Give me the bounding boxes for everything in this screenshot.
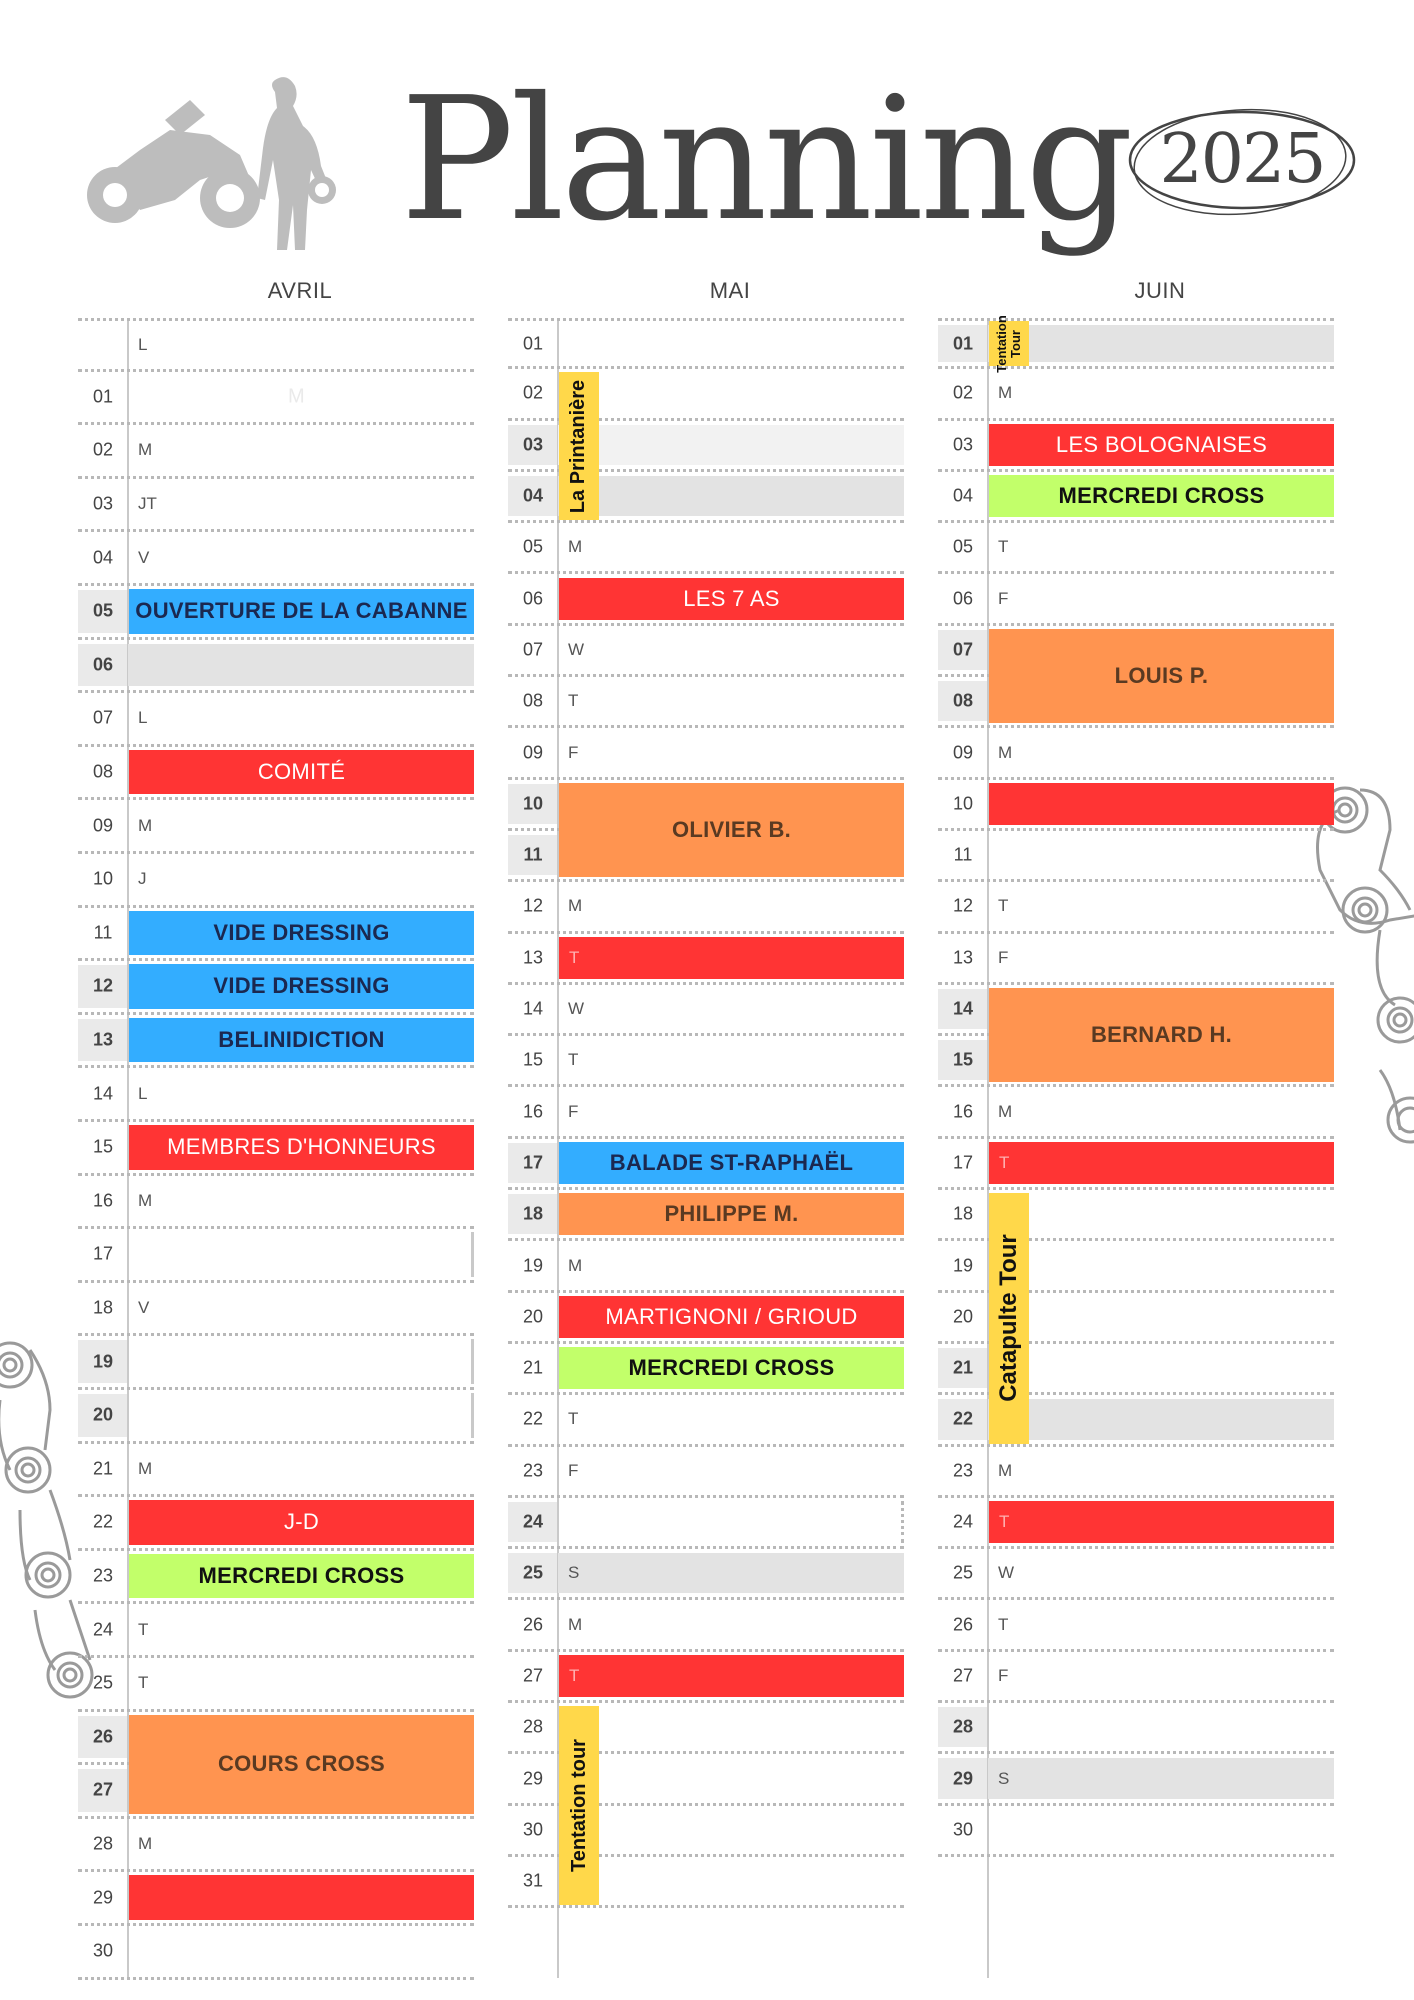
day-row bbox=[78, 1444, 474, 1498]
day-number: 09 bbox=[952, 742, 974, 763]
day-row bbox=[78, 1497, 474, 1551]
day-letter: S bbox=[568, 1563, 580, 1583]
day-row bbox=[938, 575, 1334, 626]
day-number: 12 bbox=[92, 975, 114, 996]
day-number: 15 bbox=[92, 1136, 114, 1157]
event-block[interactable] bbox=[989, 1501, 1334, 1543]
day-number: 03 bbox=[952, 434, 974, 455]
event-banner-label: La Printanière bbox=[567, 379, 590, 513]
day-number: 18 bbox=[92, 1297, 114, 1318]
day-number: 24 bbox=[952, 1511, 974, 1532]
day-number: 23 bbox=[952, 1460, 974, 1481]
day-number: 04 bbox=[952, 485, 974, 506]
day-number: 19 bbox=[92, 1351, 114, 1372]
event-title: J-D bbox=[283, 1509, 320, 1535]
day-row bbox=[938, 1703, 1334, 1754]
event-title: COMITÉ bbox=[257, 759, 346, 785]
day-number: 05 bbox=[92, 600, 114, 621]
day-number: 16 bbox=[522, 1101, 544, 1122]
event-block[interactable] bbox=[989, 475, 1334, 517]
event-block[interactable] bbox=[129, 911, 474, 956]
day-number: 12 bbox=[522, 895, 544, 916]
day-row bbox=[78, 1926, 474, 1980]
day-number: 05 bbox=[952, 536, 974, 557]
day-number: 26 bbox=[92, 1726, 114, 1747]
event-banner[interactable] bbox=[559, 372, 599, 520]
day-number: 26 bbox=[952, 1614, 974, 1635]
day-row bbox=[78, 640, 474, 694]
day-letter: T bbox=[568, 691, 579, 711]
day-number: 15 bbox=[522, 1049, 544, 1070]
day-letter: F bbox=[568, 1101, 579, 1121]
day-number: 07 bbox=[522, 639, 544, 660]
day-letter: V bbox=[138, 547, 150, 567]
event-block[interactable] bbox=[129, 1125, 474, 1170]
day-letter: F bbox=[998, 588, 1009, 608]
event-title: VIDE DRESSING bbox=[213, 973, 390, 999]
day-row bbox=[938, 934, 1334, 985]
day-number: 29 bbox=[522, 1768, 544, 1789]
day-letter: V bbox=[138, 1298, 150, 1318]
day-row bbox=[938, 1549, 1334, 1600]
day-letter: J bbox=[138, 869, 147, 889]
day-row bbox=[508, 934, 904, 985]
day-letter: W bbox=[568, 999, 585, 1019]
day-row bbox=[938, 1088, 1334, 1139]
day-number: 04 bbox=[522, 485, 544, 506]
day-row bbox=[508, 318, 904, 369]
event-block[interactable] bbox=[129, 1018, 474, 1063]
day-row bbox=[938, 1652, 1334, 1703]
day-number: 27 bbox=[522, 1665, 544, 1686]
day-number: 20 bbox=[92, 1404, 114, 1425]
day-number: 20 bbox=[952, 1306, 974, 1327]
day-letter: T bbox=[569, 947, 580, 967]
day-row bbox=[78, 1658, 474, 1712]
day-number: 23 bbox=[92, 1565, 114, 1586]
event-block[interactable] bbox=[989, 988, 1334, 1083]
day-row bbox=[508, 1344, 904, 1395]
event-title: BERNARD H. bbox=[1090, 1022, 1233, 1048]
day-letter: M bbox=[568, 1255, 583, 1275]
day-row bbox=[78, 800, 474, 854]
day-letter: L bbox=[138, 708, 148, 728]
day-letter: T bbox=[998, 537, 1009, 557]
day-number: 25 bbox=[522, 1562, 544, 1583]
day-number: 02 bbox=[522, 382, 544, 403]
weekend-shade bbox=[558, 476, 904, 516]
day-number: 28 bbox=[92, 1833, 114, 1854]
day-number: 10 bbox=[952, 793, 974, 814]
day-number: 13 bbox=[92, 1029, 114, 1050]
day-row bbox=[78, 693, 474, 747]
day-row bbox=[78, 1712, 474, 1777]
day-row bbox=[938, 472, 1334, 523]
day-row bbox=[938, 1754, 1334, 1805]
event-block[interactable] bbox=[129, 1500, 474, 1545]
day-row bbox=[938, 1139, 1334, 1190]
day-number: 21 bbox=[522, 1357, 544, 1378]
day-number: 26 bbox=[522, 1614, 544, 1635]
event-block[interactable] bbox=[989, 1142, 1334, 1184]
day-row bbox=[508, 626, 904, 677]
day-letter: M bbox=[998, 383, 1013, 403]
event-block[interactable] bbox=[559, 1142, 904, 1184]
day-number: 20 bbox=[522, 1306, 544, 1327]
day-number: 03 bbox=[92, 493, 114, 514]
day-number: 12 bbox=[952, 895, 974, 916]
day-number: 18 bbox=[952, 1203, 974, 1224]
day-row bbox=[938, 1601, 1334, 1652]
day-number: 13 bbox=[522, 947, 544, 968]
empty-event-slot[interactable] bbox=[129, 1339, 474, 1384]
event-banner[interactable] bbox=[559, 1706, 599, 1905]
empty-event-slot[interactable] bbox=[129, 1393, 474, 1438]
event-banner[interactable] bbox=[989, 314, 1029, 373]
day-row bbox=[938, 985, 1334, 1048]
event-block[interactable] bbox=[559, 1296, 904, 1338]
event-block[interactable] bbox=[129, 964, 474, 1009]
day-row bbox=[938, 882, 1334, 933]
day-letter: F bbox=[998, 947, 1009, 967]
day-row bbox=[78, 1819, 474, 1873]
day-number: 21 bbox=[952, 1357, 974, 1378]
day-row bbox=[78, 908, 474, 962]
day-letter: T bbox=[998, 896, 1009, 916]
event-block[interactable] bbox=[559, 1193, 904, 1235]
day-number: 07 bbox=[952, 639, 974, 660]
page-title: Planning bbox=[400, 61, 1130, 259]
day-row bbox=[508, 1088, 904, 1139]
event-title: LOUIS P. bbox=[1114, 663, 1209, 689]
event-block[interactable] bbox=[129, 750, 474, 795]
day-number: 22 bbox=[92, 1511, 114, 1532]
day-number: 05 bbox=[522, 536, 544, 557]
day-number: 08 bbox=[522, 690, 544, 711]
day-row bbox=[78, 425, 474, 479]
event-block[interactable] bbox=[129, 1875, 474, 1920]
day-number: 16 bbox=[92, 1190, 114, 1211]
day-number: 18 bbox=[522, 1203, 544, 1224]
day-letter: M bbox=[138, 815, 153, 835]
day-row bbox=[78, 532, 474, 586]
day-number: 09 bbox=[522, 742, 544, 763]
day-number: 23 bbox=[522, 1460, 544, 1481]
day-row bbox=[938, 626, 1334, 689]
event-title: COURS CROSS bbox=[217, 1751, 386, 1777]
event-banner-label: Tentation Tour bbox=[994, 314, 1023, 373]
day-number: 24 bbox=[92, 1619, 114, 1640]
day-number: 09 bbox=[92, 815, 114, 836]
day-row bbox=[508, 780, 904, 842]
weekend-shade bbox=[988, 1399, 1334, 1439]
day-row bbox=[508, 1139, 904, 1190]
day-row bbox=[78, 1551, 474, 1605]
day-row bbox=[508, 1241, 904, 1292]
day-row bbox=[78, 1336, 474, 1390]
day-row bbox=[938, 523, 1334, 574]
event-block[interactable] bbox=[989, 783, 1334, 825]
day-row bbox=[78, 854, 474, 908]
month-header-mai: MAI bbox=[709, 278, 751, 303]
day-row bbox=[508, 1498, 904, 1549]
biker-illustration bbox=[80, 60, 360, 270]
day-number: 24 bbox=[522, 1511, 544, 1532]
event-title: PHILIPPE M. bbox=[664, 1201, 799, 1227]
month-column-juin bbox=[938, 314, 1338, 1978]
event-title: MERCREDI CROSS bbox=[1058, 483, 1265, 509]
day-number: 04 bbox=[92, 547, 114, 568]
day-number: 11 bbox=[953, 844, 973, 865]
day-row bbox=[78, 479, 474, 533]
day-number: 31 bbox=[522, 1870, 544, 1891]
day-number: 17 bbox=[952, 1152, 974, 1173]
month-header-avril: AVRIL bbox=[267, 278, 333, 303]
day-number: 14 bbox=[522, 998, 544, 1019]
weekend-shade bbox=[128, 644, 474, 687]
year-label: 2025 bbox=[1159, 120, 1325, 199]
day-letter: W bbox=[568, 639, 585, 659]
day-row bbox=[78, 1176, 474, 1230]
day-number: 29 bbox=[952, 1768, 974, 1789]
day-letter: T bbox=[569, 1665, 580, 1685]
day-row bbox=[508, 1395, 904, 1446]
event-block[interactable] bbox=[129, 589, 474, 634]
day-row bbox=[508, 1190, 904, 1241]
day-row bbox=[938, 728, 1334, 779]
day-number: 28 bbox=[952, 1716, 974, 1737]
event-title: MARTIGNONI / GRIOUD bbox=[605, 1303, 858, 1329]
event-block[interactable] bbox=[129, 1715, 474, 1814]
day-number: 06 bbox=[92, 654, 114, 675]
day-row bbox=[508, 575, 904, 626]
day-row bbox=[78, 372, 474, 426]
day-row bbox=[938, 831, 1334, 882]
day-number: 17 bbox=[92, 1243, 114, 1264]
day-letter: M bbox=[568, 537, 583, 557]
day-number: 15 bbox=[952, 1049, 974, 1070]
day-row bbox=[508, 882, 904, 933]
weekend-shade bbox=[988, 1758, 1334, 1798]
day-number: 14 bbox=[952, 998, 974, 1019]
event-banner-label: Catapulte Tour bbox=[995, 1234, 1022, 1403]
day-number: 02 bbox=[92, 439, 114, 460]
event-block[interactable] bbox=[989, 629, 1334, 724]
day-number: 30 bbox=[522, 1819, 544, 1840]
event-block[interactable] bbox=[559, 578, 904, 620]
event-block[interactable] bbox=[559, 783, 904, 878]
day-letter: M bbox=[138, 1190, 153, 1210]
day-number: 06 bbox=[522, 588, 544, 609]
empty-event-slot[interactable] bbox=[129, 1232, 474, 1277]
day-number: 10 bbox=[522, 793, 544, 814]
event-block[interactable] bbox=[559, 1347, 904, 1389]
day-letter: T bbox=[999, 1152, 1010, 1172]
day-number: 30 bbox=[92, 1940, 114, 1961]
weekend-shade bbox=[988, 325, 1334, 362]
day-letter-faded: M bbox=[288, 385, 305, 408]
day-row bbox=[78, 1390, 474, 1444]
day-number: 03 bbox=[522, 434, 544, 455]
day-row bbox=[508, 677, 904, 728]
day-row bbox=[938, 1447, 1334, 1498]
day-row bbox=[938, 421, 1334, 472]
day-number: 28 bbox=[522, 1716, 544, 1737]
event-title: MERCREDI CROSS bbox=[628, 1355, 835, 1381]
event-title: MEMBRES D'HONNEURS bbox=[167, 1134, 436, 1160]
event-block[interactable] bbox=[989, 424, 1334, 466]
day-letter: S bbox=[998, 1768, 1010, 1788]
day-row bbox=[78, 586, 474, 640]
event-block[interactable] bbox=[559, 1655, 904, 1697]
day-row bbox=[938, 1806, 1334, 1857]
day-row bbox=[508, 1549, 904, 1600]
day-number: 08 bbox=[952, 690, 974, 711]
day-letter: M bbox=[138, 440, 153, 460]
day-row bbox=[78, 1015, 474, 1069]
day-letter: M bbox=[138, 1458, 153, 1478]
day-row bbox=[508, 523, 904, 574]
day-number: 02 bbox=[952, 382, 974, 403]
day-row bbox=[508, 1036, 904, 1087]
event-banner[interactable] bbox=[989, 1193, 1029, 1444]
event-title: MERCREDI CROSS bbox=[198, 1563, 405, 1589]
day-letter: M bbox=[998, 1460, 1013, 1480]
day-row bbox=[938, 369, 1334, 420]
event-banner-label: Tentation tour bbox=[567, 1739, 590, 1873]
day-letter: L bbox=[138, 1083, 148, 1103]
day-row bbox=[938, 1498, 1334, 1549]
day-number: 30 bbox=[952, 1819, 974, 1840]
day-number: 25 bbox=[92, 1672, 114, 1693]
day-row bbox=[508, 1652, 904, 1703]
day-row bbox=[78, 1283, 474, 1337]
month-column-mai bbox=[508, 318, 908, 1978]
day-letter: M bbox=[568, 896, 583, 916]
day-row bbox=[508, 1601, 904, 1652]
event-title: OLIVIER B. bbox=[671, 816, 792, 842]
event-title: BALADE ST-RAPHAËL bbox=[609, 1149, 854, 1175]
day-number: 14 bbox=[92, 1083, 114, 1104]
day-row bbox=[78, 1122, 474, 1176]
day-letter: T bbox=[138, 1673, 149, 1693]
day-number: 17 bbox=[522, 1152, 544, 1173]
weekend-shade bbox=[558, 1553, 904, 1593]
day-number: 16 bbox=[952, 1101, 974, 1122]
day-letter: JT bbox=[138, 494, 157, 514]
day-number: 29 bbox=[92, 1887, 114, 1908]
day-letter: T bbox=[999, 1512, 1010, 1532]
day-letter: T bbox=[998, 1614, 1009, 1634]
day-letter: T bbox=[138, 1619, 149, 1639]
day-number: 25 bbox=[952, 1562, 974, 1583]
day-row bbox=[78, 961, 474, 1015]
day-number: 01 bbox=[522, 333, 544, 354]
day-number: 07 bbox=[92, 707, 114, 728]
empty-event-slot[interactable] bbox=[559, 1501, 904, 1543]
day-number: 11 bbox=[93, 922, 113, 943]
event-title: LES 7 AS bbox=[683, 585, 780, 611]
day-number: 19 bbox=[522, 1255, 544, 1276]
day-row bbox=[78, 1604, 474, 1658]
day-number: 22 bbox=[952, 1408, 974, 1429]
day-number: 22 bbox=[522, 1408, 544, 1429]
event-title: VIDE DRESSING bbox=[213, 919, 390, 945]
day-row bbox=[78, 318, 474, 372]
day-letter: M bbox=[568, 1614, 583, 1634]
month-header-juin: JUIN bbox=[1134, 278, 1186, 303]
day-number: 13 bbox=[952, 947, 974, 968]
day-number: 11 bbox=[523, 844, 543, 865]
event-title: BELINIDICTION bbox=[218, 1027, 385, 1053]
day-row bbox=[78, 1068, 474, 1122]
day-row bbox=[508, 1293, 904, 1344]
day-letter: M bbox=[138, 1834, 153, 1854]
day-row bbox=[938, 780, 1334, 831]
event-title: OUVERTURE DE LA CABANNE bbox=[135, 598, 468, 624]
day-row bbox=[508, 728, 904, 779]
day-row bbox=[78, 1872, 474, 1926]
weekend-shade bbox=[558, 425, 904, 465]
day-row bbox=[78, 747, 474, 801]
day-letter: L bbox=[138, 334, 148, 354]
day-letter: F bbox=[568, 742, 579, 762]
event-block[interactable] bbox=[559, 937, 904, 979]
day-row bbox=[78, 1229, 474, 1283]
day-row bbox=[508, 1447, 904, 1498]
day-letter: F bbox=[568, 1460, 579, 1480]
day-number: 27 bbox=[92, 1779, 114, 1800]
month-column-avril bbox=[78, 318, 478, 1978]
day-letter: M bbox=[998, 742, 1013, 762]
day-number: 01 bbox=[952, 333, 974, 354]
day-letter: M bbox=[998, 1101, 1013, 1121]
day-number: 19 bbox=[952, 1255, 974, 1276]
day-number: 01 bbox=[92, 386, 114, 407]
day-number: 08 bbox=[92, 761, 114, 782]
day-number: 06 bbox=[952, 588, 974, 609]
day-letter: F bbox=[998, 1665, 1009, 1685]
event-block[interactable] bbox=[129, 1554, 474, 1599]
day-number: 10 bbox=[92, 868, 114, 889]
day-letter: W bbox=[998, 1563, 1015, 1583]
day-number: 27 bbox=[952, 1665, 974, 1686]
day-letter: T bbox=[568, 1409, 579, 1429]
event-title: LES BOLOGNAISES bbox=[1055, 431, 1268, 457]
day-letter: T bbox=[568, 1050, 579, 1070]
day-number: 21 bbox=[92, 1458, 114, 1479]
day-row bbox=[508, 985, 904, 1036]
